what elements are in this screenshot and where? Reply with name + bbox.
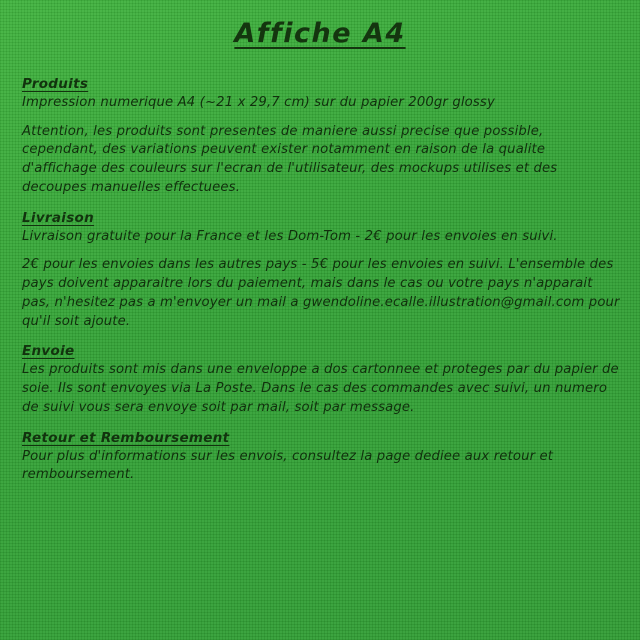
section-produits (22, 76, 620, 198)
section-envoie (22, 343, 620, 417)
section-retour-remboursement (22, 430, 620, 485)
section-livraison (22, 210, 620, 332)
section-paragraph: Pour plus d'informations sur les envois, consultez la page dediee aux retour et remboursement. (22, 448, 554, 483)
section-paragraph: Attention, les produits sont presentes de maniere aussi precise que possible, cependant, des variations peuvent exister notamment en raison de la qualite d'affichage des couleurs sur l'ecran de l'utilisateur, des mockups utilises et des decoupes manuelles effectuees. (22, 123, 558, 195)
section-heading-produits: Produits (22, 76, 89, 92)
poster-content (22, 76, 620, 497)
section-heading-livraison: Livraison (22, 209, 95, 226)
section-paragraph: Impression numerique A4 (~21 x 29,7 cm) sur du papier 200gr glossy (22, 95, 495, 110)
section-paragraph: Les produits sont mis dans une enveloppe a dos cartonnee et proteges par du papier de soie. Ils sont envoyes via La Poste. Dans le cas des commandes avec suivi, un numero de suivi vous sera envoye soit par mail, soit par message. (22, 362, 619, 415)
section-heading-retour-remboursement: Retour et Remboursement (22, 429, 230, 446)
page-title: Affiche A4 (234, 18, 406, 49)
section-paragraph: Livraison gratuite pour la France et les Dom-Tom - 2€ pour les envoies en suivi. (22, 228, 558, 244)
section-paragraph: 2€ pour les envoies dans les autres pays - 5€ pour les envoies en suivi. L'ensemble des pays doivent apparaitre lors du paiement, mais dans le cas ou votre pays n'apparait pas, n'hesitez pas a m'envoyer un mail a gwendoline.ecalle.illustration@gmail.com pour qu'il soit ajoute. (22, 257, 620, 329)
section-heading-envoie: Envoie (22, 343, 75, 360)
